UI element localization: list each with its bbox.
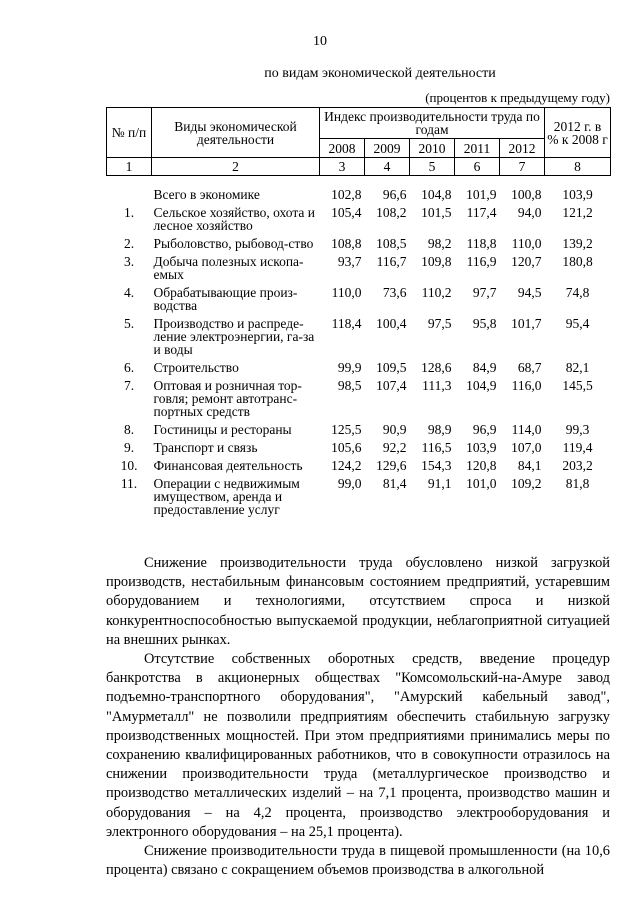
col-header-number: № п/п [107,108,152,158]
value-cell: 74,8 [565,285,590,300]
value-cell: 120,8 [466,458,497,473]
value-cell: 105,4 [331,205,362,220]
value-cell: 94,5 [517,285,542,300]
value-cell: 120,7 [511,254,542,269]
value-cell: 128,6 [421,360,452,375]
value-cell: 125,5 [331,422,362,437]
value-cell: 103,9 [562,187,593,202]
value-cell: 73,6 [382,285,407,300]
table-row [107,459,611,477]
value-cell: 117,4 [466,205,497,220]
activity-name: Производство и распреде-ление электроэнергии, га-за и воды [153,316,315,357]
column-number-cell: 1 [107,158,152,176]
value-cell: 121,2 [562,205,593,220]
value-cell: 154,3 [421,458,452,473]
col-header-year: 2008 [320,139,365,158]
value-cell: 97,7 [472,285,497,300]
value-cell: 84,9 [472,360,497,375]
activity-name: Транспорт и связь [153,440,258,455]
paragraph: Отсутствие собственных оборотных средств, введение процедур банкротства в акционерных обществах "Комсомольский-на-Амуре завод подъемно-транспортного оборудования", "Амурский кабельный завод", "Амурметалл" не позволили предприятиям обеспечить стабильную загрузку производственных мощностей. При этом предприятиями принимались меры по сохранению квалифицированных работников, что в совокупности отразилось на снижении производительности труда (металлургическое производство и производство металлических изделий – на 7,1 процента, производство машин и оборудования – на 4,2 процента, производство электрооборудования и электронного оборудования – на 25,1 процента). [106,651,610,840]
table-row [107,255,611,286]
productivity-table [106,107,611,521]
value-cell: 180,8 [562,254,593,269]
col-header-index: Индекс производительности труда по годам [320,108,545,139]
col-header-year: 2010 [410,139,455,158]
value-cell: 98,5 [337,378,362,393]
activity-name: Строительство [153,360,239,375]
row-number: 5. [123,316,135,331]
page-number: 10 [313,34,327,49]
col-header-year: 2011 [455,139,500,158]
value-cell: 96,9 [472,422,497,437]
value-cell: 98,9 [427,422,452,437]
table-row [107,206,611,237]
row-number: 3. [123,254,135,269]
activity-name: Добыча полезных ископа-емых [153,254,304,282]
value-cell: 94,0 [517,205,542,220]
value-cell: 103,9 [466,440,497,455]
value-cell: 96,6 [382,187,407,202]
value-cell: 129,6 [376,458,407,473]
value-cell: 68,7 [517,360,542,375]
value-cell: 95,8 [472,316,497,331]
col-header-year: 2012 [500,139,545,158]
table-heading: по видам экономической деятельности [264,66,496,81]
value-cell: 82,1 [565,360,590,375]
column-number-cell: 6 [455,158,500,176]
value-cell: 114,0 [511,422,542,437]
row-number [107,176,152,207]
table-row [107,379,611,423]
value-cell: 101,9 [466,187,497,202]
value-cell: 139,2 [562,236,593,251]
value-cell: 99,0 [337,476,362,491]
row-number: 4. [123,285,135,300]
row-number: 7. [123,378,135,393]
body-text [106,554,610,880]
value-cell: 84,1 [517,458,542,473]
value-cell: 109,2 [511,476,542,491]
value-cell: 97,5 [427,316,452,331]
activity-name: Операции с недвижимым имуществом, аренда и предоставление услуг [153,476,300,517]
value-cell: 102,8 [331,187,362,202]
value-cell: 90,9 [382,422,407,437]
activity-name: Сельское хозяйство, охота и лесное хозяйство [153,205,316,233]
row-number: 9. [123,440,135,455]
value-cell: 145,5 [562,378,593,393]
value-cell: 203,2 [562,458,593,473]
activity-name: Рыболовство, рыбовод-ство [153,236,314,251]
value-cell: 118,8 [466,236,497,251]
value-cell: 81,4 [382,476,407,491]
value-cell: 124,2 [331,458,362,473]
value-cell: 110,2 [421,285,452,300]
value-cell: 98,2 [427,236,452,251]
table-row [107,176,611,207]
table-row [107,423,611,441]
column-number-cell: 8 [545,158,611,176]
value-cell: 111,3 [422,378,452,393]
value-cell: 91,1 [427,476,452,491]
row-number: 8. [123,422,135,437]
value-cell: 92,2 [382,440,407,455]
value-cell: 108,2 [376,205,407,220]
value-cell: 107,4 [376,378,407,393]
column-number-cell: 3 [320,158,365,176]
col-header-ratio: 2012 г. в % к 2008 г [545,108,611,158]
value-cell: 101,7 [511,316,542,331]
value-cell: 99,9 [337,360,362,375]
value-cell: 108,5 [376,236,407,251]
column-number-cell: 5 [410,158,455,176]
row-number: 2. [123,236,135,251]
table-row [107,237,611,255]
activity-name: Всего в экономике [153,187,260,202]
value-cell: 105,6 [331,440,362,455]
value-cell: 116,5 [421,440,452,455]
activity-name: Финансовая деятельность [153,458,303,473]
value-cell: 101,0 [466,476,497,491]
col-header-year: 2009 [365,139,410,158]
activity-name: Обрабатывающие произ-водства [153,285,298,313]
table-row [107,441,611,459]
table-row [107,361,611,379]
unit-note: (процентов к предыдущему году) [425,90,610,105]
table-row [107,477,611,521]
value-cell: 110,0 [331,285,362,300]
value-cell: 101,5 [421,205,452,220]
column-number-cell: 2 [152,158,320,176]
paragraph: Снижение производительности труда обусловлено низкой загрузкой производств, нестабильным финансовым состоянием предприятий, устаревшим оборудованием и технологиями, отсутствием спроса и низкой конкурентноспособностью выпускаемой продукции, неблагоприятной ситуацией на внешних рынках. [106,555,610,648]
value-cell: 109,8 [421,254,452,269]
table-row [107,286,611,317]
column-number-cell: 4 [365,158,410,176]
value-cell: 118,4 [331,316,362,331]
col-header-activity: Виды экономической деятельности [152,108,320,158]
paragraph: Снижение производительности труда в пищевой промышленности (на 10,6 процента) связано с сокращением объемов производства в алкогольной [106,843,610,879]
activity-name: Оптовая и розничная тор-говля; ремонт автотранс-портных средств [153,378,302,419]
value-cell: 107,0 [511,440,542,455]
table-row [107,317,611,361]
value-cell: 116,0 [511,378,542,393]
value-cell: 95,4 [565,316,590,331]
row-number: 10. [120,458,138,473]
row-number: 11. [120,476,138,491]
activity-name: Гостиницы и рестораны [153,422,292,437]
value-cell: 104,8 [421,187,452,202]
row-number: 1. [123,205,135,220]
value-cell: 116,9 [466,254,497,269]
value-cell: 100,4 [376,316,407,331]
column-number-cell: 7 [500,158,545,176]
value-cell: 116,7 [376,254,407,269]
value-cell: 119,4 [562,440,593,455]
value-cell: 81,8 [565,476,590,491]
value-cell: 93,7 [337,254,362,269]
row-number: 6. [123,360,135,375]
value-cell: 100,8 [511,187,542,202]
value-cell: 108,8 [331,236,362,251]
value-cell: 99,3 [565,422,590,437]
value-cell: 110,0 [511,236,542,251]
value-cell: 109,5 [376,360,407,375]
value-cell: 104,9 [466,378,497,393]
